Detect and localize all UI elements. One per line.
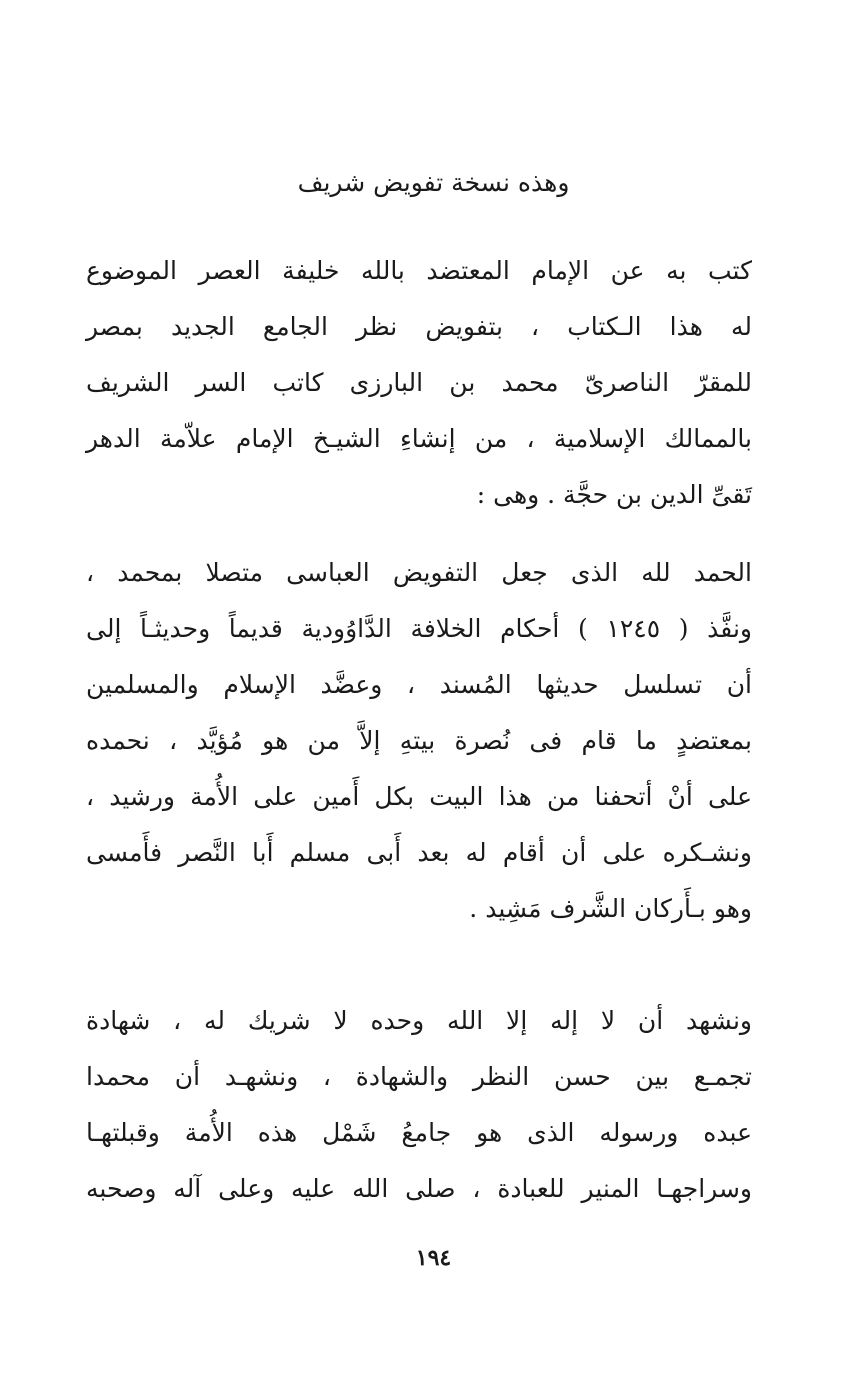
text-line: تَقىِّ الدين بن حجَّة . وهى : xyxy=(476,480,752,509)
text-line: وهو بـأَركان الشَّرف مَشِيد . xyxy=(469,894,752,923)
document-title: وهذه نسخة تفويض شريف xyxy=(297,168,570,197)
text-line: بالممالك الإسلامية ، من إنشاءِ الشيـخ الإمام علاّمة الدهر xyxy=(86,424,752,453)
text-line: عبده ورسوله الذى هو جامعُ شَمْل هذه الأُمة وقبلتهـا xyxy=(86,1118,752,1147)
text-line: ونشـكره على أن أقام له بعد أَبى مسلم أَبا النَّصر فأَمسى xyxy=(86,838,752,867)
body-paragraph-1 xyxy=(86,545,752,937)
text-line: له هذا الـكتاب ، بتفويض نظر الجامع الجديد بمصر xyxy=(86,312,752,341)
text-line: ونفَّذ ( ١٢٤٥ ) أحكام الخلافة الدَّاوُودية قديماً وحديثـاً إلى xyxy=(86,614,752,643)
text-line: كتب به عن الإمام المعتضد بالله خليفة العصر الموضوع xyxy=(86,256,752,285)
text-line: أن تسلسل حديثها المُسند ، وعضَّد الإسلام والمسلمين xyxy=(86,670,752,699)
text-line: ونشهد أن لا إله إلا الله وحده لا شريك له ، شهادة xyxy=(86,1006,752,1035)
page-number: ١٩٤ xyxy=(415,1245,452,1271)
text-line: على أنْ أتحفنا من هذا البيت بكل أَمين على الأُمة ورشيد ، xyxy=(86,782,752,811)
text-line: بمعتضدٍ ما قام فى نُصرة بيتهِ إلاَّ من هو مُؤيَّد ، نحمده xyxy=(86,726,752,755)
text-line: تجمـع بين حسن النظر والشهادة ، ونشهـد أن محمدا xyxy=(86,1062,752,1091)
text-line: الحمد لله الذى جعل التفويض العباسى متصلا بمحمد ، xyxy=(86,558,752,587)
text-line: للمقرّ الناصرىّ محمد بن البارزى كاتب السر الشريف xyxy=(86,368,752,397)
body-paragraph-2 xyxy=(86,993,752,1217)
intro-paragraph xyxy=(86,243,752,523)
text-line: وسراجهـا المنير للعبادة ، صلى الله عليه وعلى آله وصحبه xyxy=(86,1174,752,1203)
